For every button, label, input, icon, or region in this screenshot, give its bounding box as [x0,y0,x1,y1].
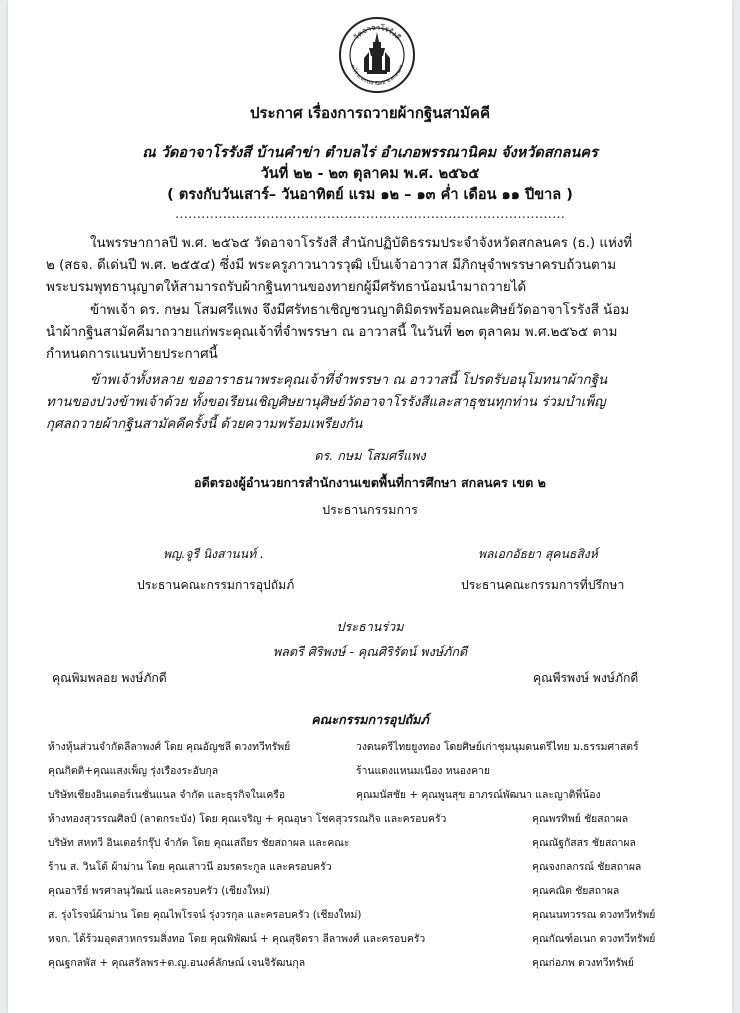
vice-left-role: ประธานคณะกรรมการอุปถัมภ์ [137,578,295,592]
committee-row-right: คุณก่อภพ ดวงทวีทรัพย์ [532,957,634,969]
paragraph-line: ทานของปวงข้าพเจ้าด้วย ทั้งขอเรียนเชิญศิษยานุศิษย์วัดอาจาโรรังสีและสาธุชนทุกท่าน ร่วมบำเพ็ญ [46,395,606,410]
co-chair-heading: ประธานร่วม [336,619,404,634]
co-chair-main: พลตรี ศิริพงษ์ - คุณศิริรัตน์ พงษ์ภักดี [272,644,468,659]
vice-left-name: พญ.จูรี นิงสานนท์ . [163,547,264,561]
vice-right-name: พลเอกอัธยา สุคนธสิงห์ [478,547,598,561]
committee-row-left: คุณกิตติ+คุณแสงเพ็ญ รุ่งเรืองระอับกุล [48,765,219,777]
paragraph-line: ข้าพเจ้า ดร. กษม โสมศรีแพง จึงมีศรัทธาเชิญชวนญาติมิตรพร้อมคณะศิษย์วัดอาจาโรรังสี น้อม [90,303,630,318]
vice-right-role: ประธานคณะกรรมการที่ปรึกษา [461,578,625,592]
committee-row-left: ห้างหุ้นส่วนจำกัดลีลาพงศ์ โดย คุณอัญชลี ดวงทวีทรัพย์ [48,741,291,753]
temple-seal [338,16,416,94]
announcement-title: ประกาศ เรื่องการถวายผ้ากฐินสามัคคี [249,104,491,122]
paragraph-line: ในพรรษากาลปี พ.ศ. ๒๕๖๕ วัดอาจาโรรังสี สำนักปฏิบัติธรรมประจำจังหวัดสกลนคร (ธ.) แห่งที่ [90,236,633,251]
paragraph-3 [46,370,698,436]
separator-line: ……………………………………………………………………………… [175,207,565,222]
announcement-lunar-date: ( ตรงกับวันเสาร์– วันอาทิตย์ แรม ๑๒ – ๑๓ ค่ำ เดือน ๑๑ ปีขาล ) [167,187,573,203]
committee-row-left: คุณฐกลพัส + คุณสรัลพร+ด.ญ.อนงค์ลักษณ์ เจนจิรัฒนกุล [48,957,306,969]
committee-row-right: คุณพรทิพย์ ชัยสถาผล [532,813,629,825]
co-chair-right: คุณพีรพงษ์ พงษ์ภักดี [533,671,639,685]
chairman-name: ดร. กษม โสมศรีแพง [314,448,426,463]
committee-row-left: บริษัท สหทวี อินเตอร์กรุ๊ป จำกัด โดย คุณเสถียร ชัยสถาผล และคณะ [48,837,350,849]
paragraph-line: ข้าพเจ้าทั้งหลาย ขออาราธนาพระคุณเจ้าที่จำพรรษา ณ อาวาสนี้ โปรดรับอนุโมทนาผ้ากฐิน [90,373,608,388]
paragraph-line: กำหนดการแนบท้ายประกาศนี้ [46,347,218,362]
committee-row-left: ห้างทองสุวรรณศิลป์ (ลาดกระบัง) โดย คุณเจริญ + คุณอุษา โชคสุวรรณกิจ และครอบครัว [48,813,447,825]
committee-row-left: คุณอารีย์ พรศาลนุวัฒน์ และครอบครัว (เชียงใหม่) [48,885,270,897]
chairman-role: ประธานกรรมการ [322,502,418,517]
committee-row-left: บริษัทเชียงอินเตอร์เนชั่นแนล จำกัด และธุรกิจในเครือ [48,789,286,801]
announcement-page [8,0,732,1013]
seal-top-text: วัดอาจาโรรังสี [351,22,403,42]
committee-row-right: คุณจงกลกรณ์ ชัยสถาผล [532,861,642,873]
committee-row-left: ร้าน ส. วินโด้ ผ้าม่าน โดย คุณเสาวนี อมรตระกูล และครอบครัว [48,861,332,873]
committee-row-left: ส. รุ่งโรจน์ผ้าม่าน โดย คุณไพโรจน์ รุ่งวรกุล และครอบครัว (เชียงใหม่) [48,909,362,921]
committee-row-right: คุณกัณฑ์อเนก ดวงทวีทรัพย์ [532,933,656,945]
paragraph-line: นำผ้ากฐินสามัคคีมาถวายแก่พระคุณเจ้าที่จำพรรษา ณ อาวาสนี้ ในวันที่ ๒๓ ตุลาคม พ.ศ.๒๕๖๕ ตาม [46,325,618,340]
committee-row-left: หจก. ได้ร้วมอุตสาหกรรมสิ่งทอ โดย คุณพิพัฒน์ + คุณสุจิตรา ลีลาพงศ์ และครอบครัว [48,933,426,945]
announcement-location: ณ วัดอาจาโรรังสี บ้านคำข่า ตำบลไร่ อำเภอพรรณานิคม จังหวัดสกลนคร [142,145,598,161]
paragraph-2 [46,300,698,366]
seal-bottom-text: ต.ไร่ อ.พรรณานิคม จ.สกลนคร [349,63,405,88]
committee-row-right: คุณคณิต ชัยสถาผล [532,885,620,897]
chairman-position: อดีตรองผู้อำนวยการสำนักงานเขตพื้นที่การศึกษา สกลนคร เขต ๒ [194,475,546,490]
co-chair-left: คุณพิมพลอย พงษ์ภักดี [52,671,167,685]
committee-row-right: คุณณัฐกัสสร ชัยสถาผล [532,837,636,849]
committee-row-mid: วงดนตรีไทยยูงทอง โดยศิษย์เก่าชุมนุมดนตรีไทย ม.ธรรมศาสตร์ [356,741,639,753]
committee-heading: คณะกรรมการอุปถัมภ์ [311,712,429,727]
committee-row-right: คุณนนทวรรณ ดวงทวีทรัพย์ [532,909,656,921]
committee-row-mid: ร้านแดงแหนมเนือง หนองคาย [356,765,490,777]
paragraph-line: พระบรมพุทธานุญาตให้สามารถรับผ้ากฐินทานของทายกผู้มีศรัทธาน้อมนำมาถวายได้ [46,280,527,295]
paragraph-line: กุศลถวายผ้ากฐินสามัคคีครั้งนี้ ด้วยความพร้อมเพรียงกัน [46,417,363,432]
committee-row-mid: คุณมนัสชัย + คุณพูนสุข อาภรณ์พัฒนา และญาติพี่น้อง [356,789,601,801]
paragraph-1 [46,233,698,299]
announcement-date: วันที่ ๒๒ - ๒๓ ตุลาคม พ.ศ. ๒๕๖๕ [260,166,480,182]
paragraph-line: ๒ (สธจ. ดีเด่นปี พ.ศ. ๒๕๕๔) ซึ่งมี พระครูภาวนาวรวุฒิ เป็นเจ้าอาวาส มีภิกษุจำพรรษาครบถ้วนตาม [46,258,617,273]
